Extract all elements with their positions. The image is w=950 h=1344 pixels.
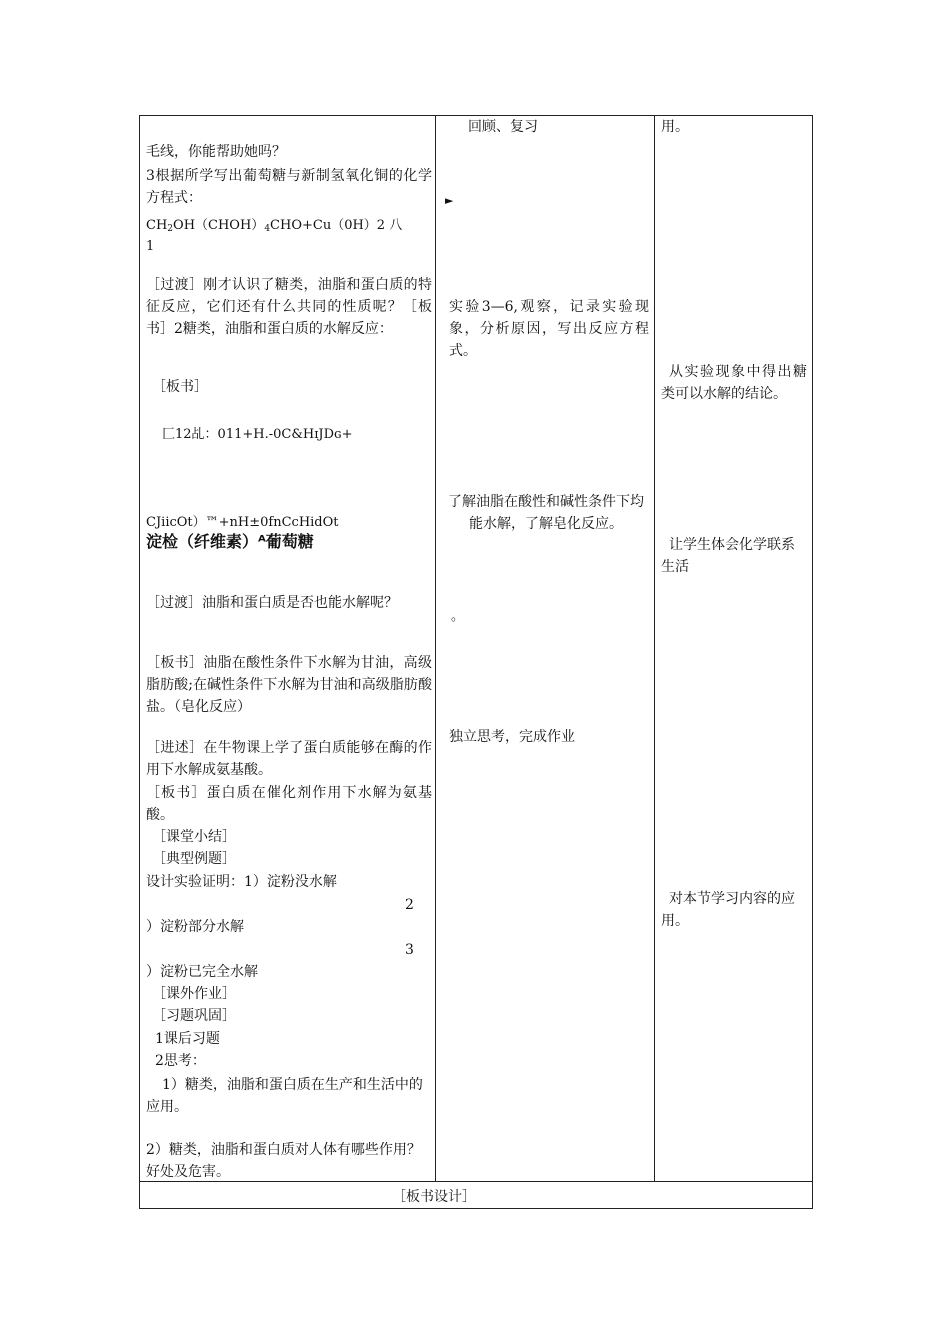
hydrolysis-formula-line-2: CJiicOt）™+nH±0fnCcHidOt <box>146 515 339 530</box>
table-left-border <box>139 115 140 1209</box>
chemical-equation-continued: 1 <box>146 239 155 254</box>
text-transition-2: ［过渡］油脂和蛋白质是否也能水解呢？ <box>146 595 398 611</box>
text-question-2: 2）糖类，油脂和蛋白质对人体有哪些作用？好处及危害。 <box>146 1142 421 1180</box>
table-bottom-border <box>139 1208 813 1209</box>
table-right-border <box>812 115 813 1209</box>
chemical-equation: $CH_2OH(CHOH)_4CHO+Cu(0H)2$ 八 <box>146 218 403 234</box>
table-column-divider-2 <box>654 115 655 1182</box>
text-homework-item-2: 2思考： <box>155 1053 206 1069</box>
text-class-summary: ［课堂小结］ <box>152 829 236 845</box>
text-experiment-1: 设计实验证明：1）淀粉没水解 <box>146 874 337 890</box>
text-understand-fat: 了解油脂在酸性和碱性条件下均能水解，了解皂化反应。 <box>448 494 644 532</box>
text-narrate-protein: ［进述］在牛物课上学了蛋白质能够在酶的作用下水解成氨基酸。 <box>146 740 432 778</box>
text-homework: ［课外作业］ <box>152 986 236 1002</box>
text-practice: ［习题巩固］ <box>152 1008 236 1024</box>
text-board-protein: ［板书］蛋白质在催化剂作用下水解为氨基酸。 <box>146 785 432 823</box>
text-conclusion: 从实验现象中得出糖类可以水解的结论。 <box>661 364 807 402</box>
text-number-3: 3 <box>405 942 414 958</box>
hydrolysis-formula-line-1: 匚12乩：011+H.-0C&HɪJDɢ+ <box>162 427 353 442</box>
hydrolysis-formula-line-3: 淀检（纤维素）ᴬ葡萄糖 <box>146 532 314 551</box>
arrow-marker: ► <box>445 194 454 207</box>
text-board-fat-hydrolysis: ［板书］油脂在酸性条件下水解为甘油，高级脂肪酸;在碱性条件下水解为甘油和高级脂肪酸盐。（皂化反应） <box>146 655 432 715</box>
text-chemistry-life: 让学生体会化学联系生活 <box>661 537 795 575</box>
text-transition-1: ［过渡］刚才认识了糖类，油脂和蛋白质的特征反应，它们还有什么共同的性质呢？［板书］2糖类，油脂和蛋白质的水解反应： <box>146 277 432 337</box>
text-independent-work: 独立思考，完成作业 <box>449 729 575 745</box>
text-question-1: 1）糖类，油脂和蛋白质在生产和生活中的应用。 <box>146 1077 423 1115</box>
text-use: 用。 <box>661 119 689 135</box>
text-board-label: ［板书］ <box>152 379 208 395</box>
text-experiment-3: ）淀粉已完全水解 <box>146 964 258 980</box>
text-typical-example: ［典型例题］ <box>152 851 236 867</box>
text-board-design: ［板书设计］ <box>392 1189 476 1205</box>
text-experiment-observe: 实验3—6,观察，记录实验现象，分析原因，写出反应方程式。 <box>449 299 649 359</box>
text-application: 对本节学习内容的应用。 <box>661 891 795 929</box>
text-equation-prompt: 3根据所学写出葡萄糖与新制氢氧化铜的化学方程式： <box>146 168 432 206</box>
text-review: 回顾、复习 <box>468 119 538 135</box>
text-experiment-2: ）淀粉部分水解 <box>146 919 244 935</box>
text-help-question: 毛线，你能帮助她吗？ <box>146 144 286 160</box>
text-number-2: 2 <box>405 897 414 913</box>
text-dot: 。 <box>451 609 465 624</box>
table-column-divider-1 <box>435 115 436 1182</box>
text-homework-item-1: 1课后习题 <box>155 1031 220 1047</box>
